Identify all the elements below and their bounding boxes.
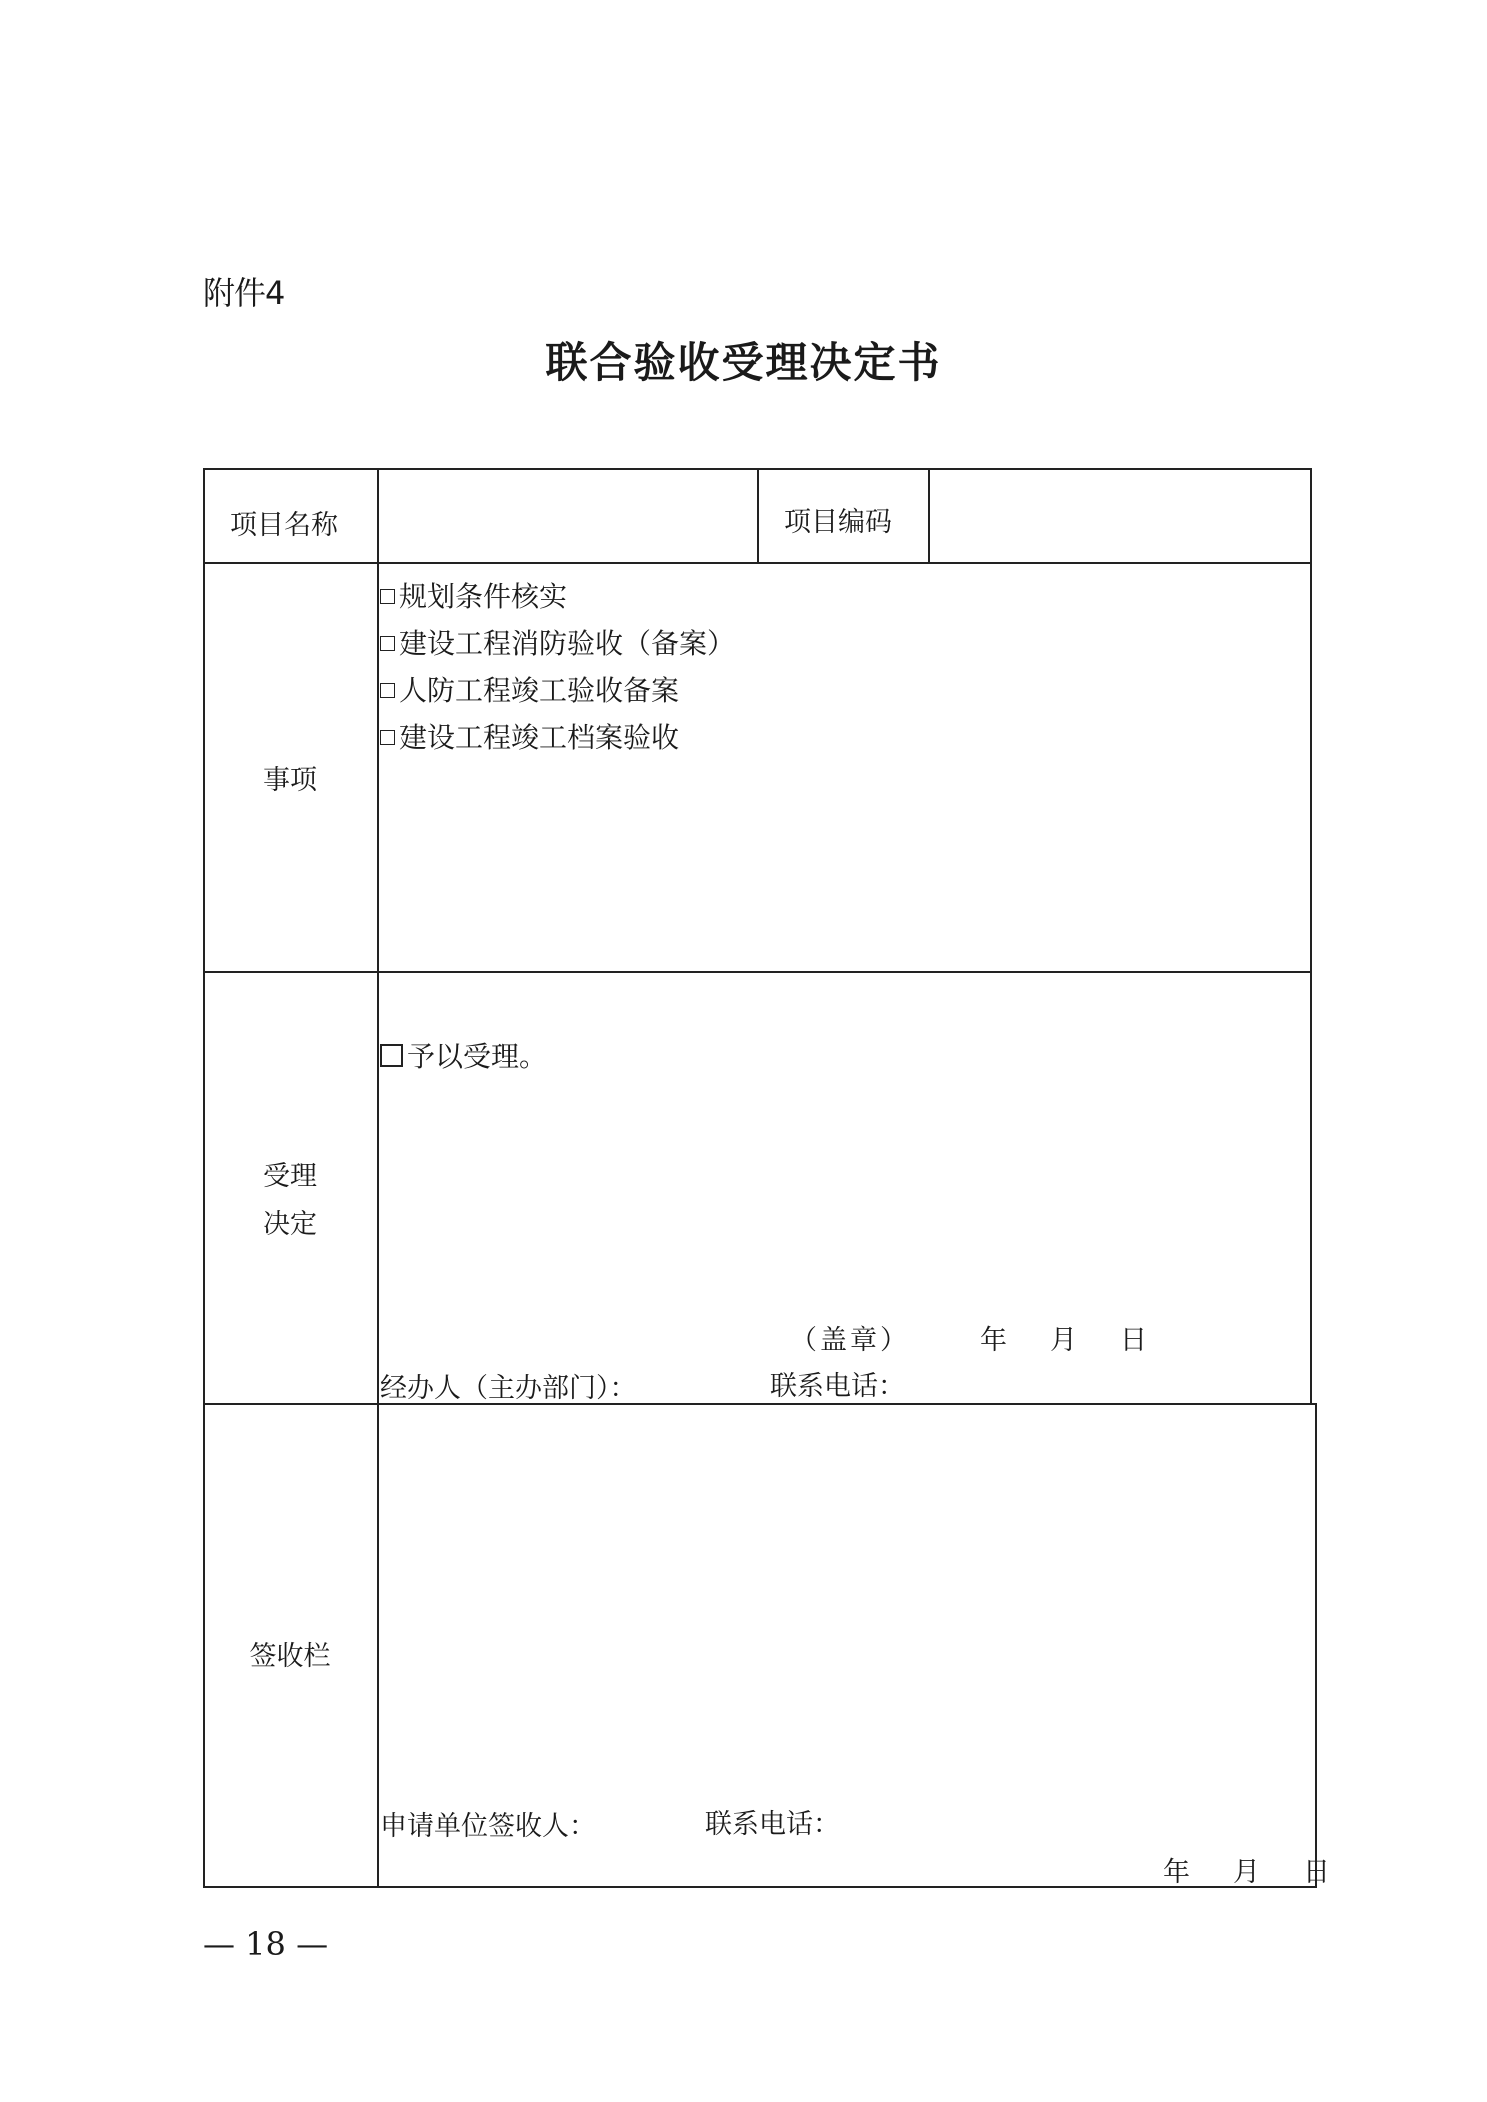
matter-item[interactable]: 规划条件核实 [380, 575, 567, 615]
checkbox-icon[interactable] [380, 1044, 403, 1067]
seal-text: （盖章） [790, 1325, 910, 1356]
receiver-text: 申请单位签收人： [380, 1811, 596, 1842]
decision-label-line1: 受理 [263, 1161, 317, 1192]
checkbox-icon[interactable] [380, 636, 395, 651]
project-code-label: 项目编码 [784, 507, 892, 538]
decision-date: 年 月 日 [980, 1325, 1155, 1356]
attachment-label: 附件4 [203, 274, 285, 312]
table-border-right-lower [1315, 1403, 1317, 1888]
table-row-divider-2 [203, 971, 1312, 973]
table-border-bottom [203, 1886, 1317, 1888]
receipt-date: 年 月 日 [1163, 1857, 1338, 1888]
matters-label: 事项 [263, 765, 317, 796]
table-border-right-upper [1310, 468, 1312, 1403]
page-number: — 18 — [203, 1925, 329, 1963]
project-name-field[interactable] [385, 503, 750, 543]
matter-item[interactable]: 人防工程竣工验收备案 [380, 669, 679, 709]
project-code-divider-left [757, 468, 759, 564]
handler-phone-text: 联系电话： [770, 1371, 905, 1402]
decision-option[interactable]: 予以受理。 [380, 1035, 547, 1075]
table-row-divider-3 [203, 1403, 1317, 1405]
project-code-field[interactable] [935, 503, 1305, 543]
project-name-label: 项目名称 [230, 510, 338, 541]
handler-text: 经办人（主办部门）： [380, 1373, 637, 1404]
decision-label-line2: 决定 [263, 1209, 317, 1240]
matter-item[interactable]: 建设工程竣工档案验收 [380, 716, 679, 756]
checkbox-icon[interactable] [380, 683, 395, 698]
document-title: 联合验收受理决定书 [545, 338, 942, 387]
checkbox-icon[interactable] [380, 730, 395, 745]
checkbox-icon[interactable] [380, 589, 395, 604]
table-column-divider [377, 468, 379, 1888]
receipt-label: 签收栏 [249, 1641, 331, 1672]
receiver-phone-text: 联系电话： [705, 1809, 840, 1840]
matter-item[interactable]: 建设工程消防验收（备案） [380, 622, 735, 662]
project-code-divider-right [928, 468, 930, 564]
